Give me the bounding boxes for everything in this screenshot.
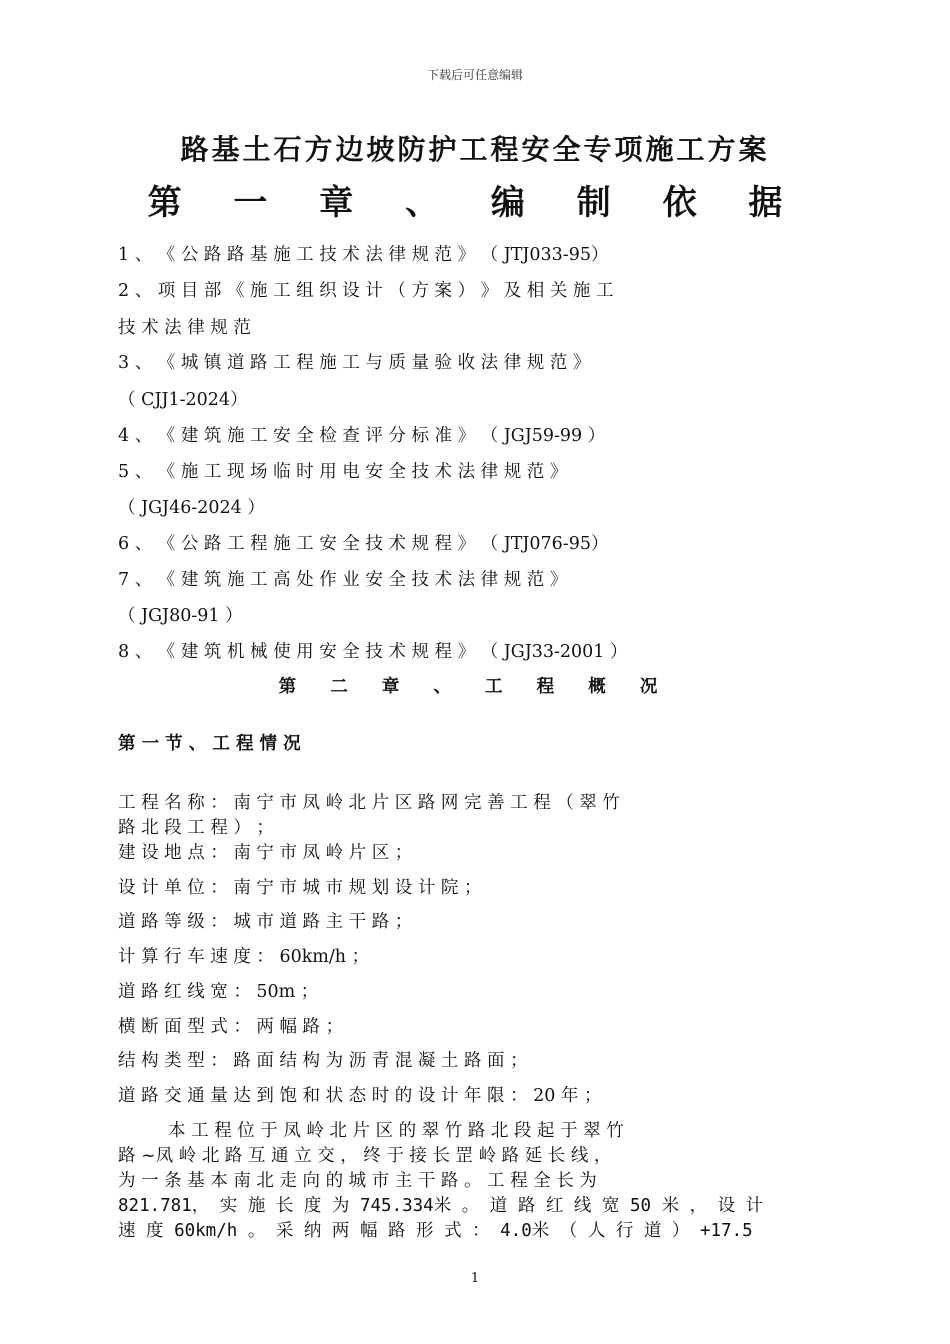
info-line: 工 程 名 称 ： 南 宁 市 凤 岭 北 片 区 路 网 完 善 工 程 （ 翠 竹 bbox=[118, 793, 620, 813]
reference-line: 4 、 《 建 筑 施 工 安 全 检 查 评 分 标 准 》 （ JGJ59-99 ） bbox=[118, 426, 606, 446]
info-line: 建 设 地 点 ： 南 宁 市 凤 岭 片 区 ； bbox=[118, 843, 413, 863]
chapter-2-title: 第 二 章 、 工 程 概 况 bbox=[278, 677, 672, 697]
info-line: 横 断 面 型 式 ： 两 幅 路 ； bbox=[118, 1017, 344, 1037]
reference-line: 7 、 《 建 筑 施 工 高 处 作 业 安 全 技 术 法 律 规 范 》 bbox=[118, 570, 568, 590]
reference-line: 技 术 法 律 规 范 bbox=[118, 318, 251, 338]
info-line: 计 算 行 车 速 度 ： 60km/h ； bbox=[118, 947, 370, 967]
reference-line: （ CJJ1-2024） bbox=[118, 390, 248, 410]
reference-line: （ JGJ80-91 ） bbox=[118, 606, 243, 626]
reference-line: 8 、 《 建 筑 机 械 使 用 安 全 技 术 规 程 》 （ JGJ33-2001 ） bbox=[118, 642, 628, 662]
info-line: 结 构 类 型 ： 路 面 结 构 为 沥 青 混 凝 土 路 面 ； bbox=[118, 1051, 528, 1071]
reference-line: 6 、 《 公 路 工 程 施 工 安 全 技 术 规 程 》 （ JTJ076-95） bbox=[118, 534, 609, 554]
paragraph-line: 为 一 条 基 本 南 北 走 向 的 城 市 主 干 路 。 工 程 全 长 为 bbox=[118, 1171, 597, 1191]
document-title: 路基土石方边坡防护工程安全专项施工方案 bbox=[180, 133, 770, 166]
reference-line: 2 、 项 目 部 《 施 工 组 织 设 计 （ 方 案 ） 》 及 相 关 施 工 bbox=[118, 281, 614, 301]
reference-line: 3 、 《 城 镇 道 路 工 程 施 工 与 质 量 验 收 法 律 规 范 》 bbox=[118, 353, 591, 373]
paragraph-line: 本 工 程 位 于 凤 岭 北 片 区 的 翠 竹 路 北 段 起 于 翠 竹 bbox=[168, 1121, 624, 1141]
info-line: 路 北 段 工 程 ） ； bbox=[118, 818, 274, 838]
reference-line: 1 、 《 公 路 路 基 施 工 技 术 法 律 规 范 》 （ JTJ033-95） bbox=[118, 245, 609, 265]
info-line: 道 路 红 线 宽 ： 50m ； bbox=[118, 982, 319, 1002]
page-number: 1 bbox=[470, 1271, 480, 1286]
paragraph-line: 路 ~凤 岭 北 路 互 通 立 交 ， 终 于 接 长 罡 岭 路 延 长 线 ， bbox=[118, 1146, 612, 1166]
header-note: 下载后可任意编辑 bbox=[426, 68, 523, 82]
info-line: 设 计 单 位 ： 南 宁 市 城 市 规 划 设 计 院 ； bbox=[118, 878, 482, 898]
reference-line: 5 、 《 施 工 现 场 临 时 用 电 安 全 技 术 法 律 规 范 》 bbox=[118, 462, 568, 482]
reference-line: （ JGJ46-2024 ） bbox=[118, 498, 265, 518]
info-line: 道 路 等 级 ： 城 市 道 路 主 干 路 ； bbox=[118, 912, 413, 932]
info-line: 道 路 交 通 量 达 到 饱 和 状 态 时 的 设 计 年 限 ： 20 年 ； bbox=[118, 1086, 602, 1106]
paragraph-line: 速 度 60km/h 。 采 纳 两 幅 路 形 式 ： 4.0米 （ 人 行 道 ） +17.5 bbox=[118, 1221, 753, 1241]
section-1-title: 第 一 节 、 工 程 情 况 bbox=[118, 734, 301, 754]
paragraph-line: 821.781， 实 施 长 度 为 745.334米 。 道 路 红 线 宽 50 米 ， 设 计 bbox=[118, 1196, 764, 1216]
chapter-1-title: 第 一 章 、 编 制 依 据 bbox=[147, 183, 803, 223]
